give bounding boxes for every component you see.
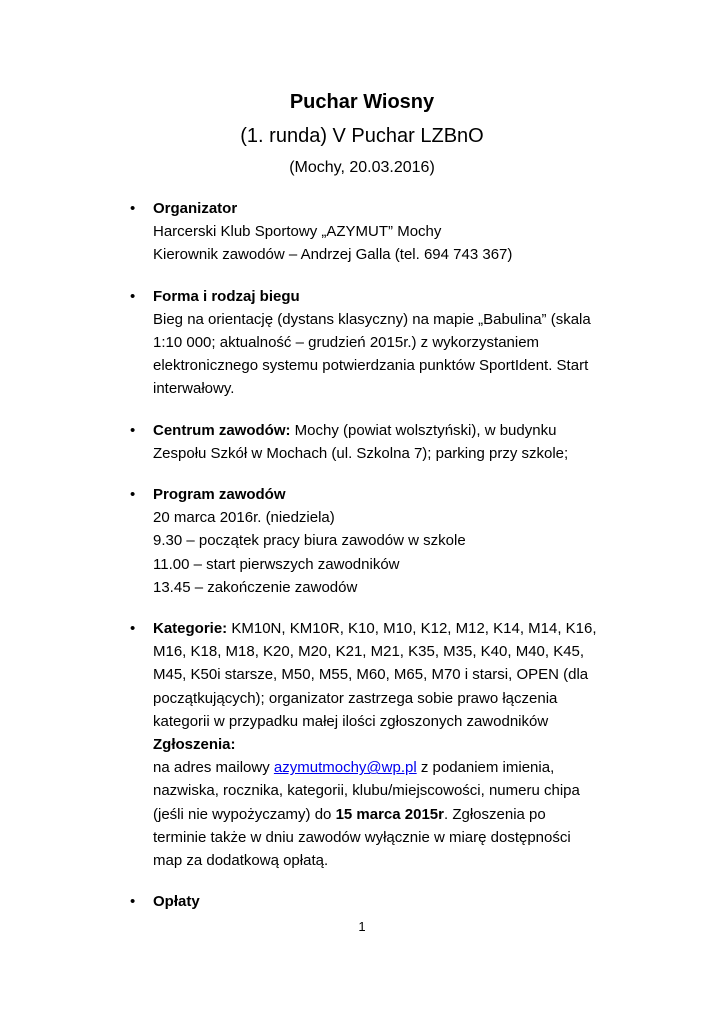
section-line: Zespołu Szkół w Mochach (ul. Szkolna 7); parking przy szkole; [153,444,569,462]
section-kategorie [0,617,724,872]
section-heading: Forma i rodzaj biegu [153,287,300,305]
section-first-line [153,419,624,442]
section-line: 1:10 000; aktualność – grudzień 2015r.) z wykorzystaniem [153,334,540,352]
section-line-text: (jeśli nie wypożyczamy) do [153,805,336,823]
section-line: map za dodatkową opłatą. [153,852,329,870]
section-organizator [0,197,724,267]
section-line: 20 marca 2016r. (niedziela) [153,509,335,527]
deadline-date: 15 marca 2015r [335,805,444,823]
bullet-icon: • [130,421,136,439]
section-line: Kierownik zawodów – Andrzej Galla (tel. 694 743 367) [153,246,513,264]
bullet-icon: • [130,486,136,504]
section-line: Bieg na orientację (dystans klasyczny) na mapie „Babulina” (skala [153,310,591,328]
section-forma [0,285,724,401]
document-subtitle: (1. runda) V Puchar LZBnO [240,125,484,147]
section-line: elektronicznego systemu potwierdzania punktów SportIdent. Start [153,357,589,375]
section-line: interwałowy. [153,380,235,398]
section-line: nazwiska, rocznika, kategorii, klubu/miejscowości, numeru chipa [153,782,580,800]
zgloszenia-email-line [153,756,624,779]
document-title: Puchar Wiosny [289,91,435,113]
page-number: 1 [358,919,366,934]
section-heading: Organizator [153,200,238,217]
section-heading: Program zawodów [153,486,286,504]
bullet-icon: • [130,893,136,911]
bullet-icon: • [130,620,136,638]
section-line: Harcerski Klub Sportowy „AZYMUT” Mochy [153,223,442,241]
section-line-text: KM10N, KM10R, K10, M10, K12, M12, K14, M14, K16, [227,620,597,638]
section-line-text: . Zgłoszenia po [444,805,546,823]
bullet-icon: • [130,287,136,305]
sections-list [0,197,724,931]
section-line: terminie także w dniu zawodów wyłącznie w miarę dostępności [153,828,571,846]
section-first-line [153,617,624,640]
document-date-line: (Mochy, 20.03.2016) [289,159,435,176]
section-line: kategorii w przypadku małej ilości zgłoszonych zawodników [153,712,549,730]
section-line: 13.45 – zakończenie zawodów [153,578,358,596]
section-line-text: z podaniem imienia, [416,759,555,777]
section-heading: Opłaty [153,893,200,911]
title-block [0,88,724,180]
section-program [0,483,724,599]
section-heading: Centrum zawodów: [153,421,291,439]
section-centrum [0,419,724,465]
section-line-text: Mochy (powiat wolsztyński), w budynku [290,421,557,439]
zgloszenia-deadline-line [153,803,624,826]
zgloszenia-heading: Zgłoszenia: [153,736,236,754]
section-line: 9.30 – początek pracy biura zawodów w szkole [153,532,466,550]
section-line: 11.00 – start pierwszych zawodników [153,555,400,573]
section-heading: Kategorie: [153,620,228,638]
section-oplaty [0,890,724,913]
bullet-icon: • [130,200,136,217]
section-line: M45, K50i starsze, M50, M55, M60, M65, M70 i starsi, OPEN (dla [153,666,589,684]
section-line: początkujących); organizator zastrzega sobie prawo łączenia [153,689,558,707]
section-line: M16, K18, M18, K20, M20, K21, M21, K35, M35, K40, M40, K45, [153,643,585,661]
section-line-text: na adres mailowy [153,759,274,777]
email-link[interactable]: azymutmochy@wp.pl [273,759,417,777]
